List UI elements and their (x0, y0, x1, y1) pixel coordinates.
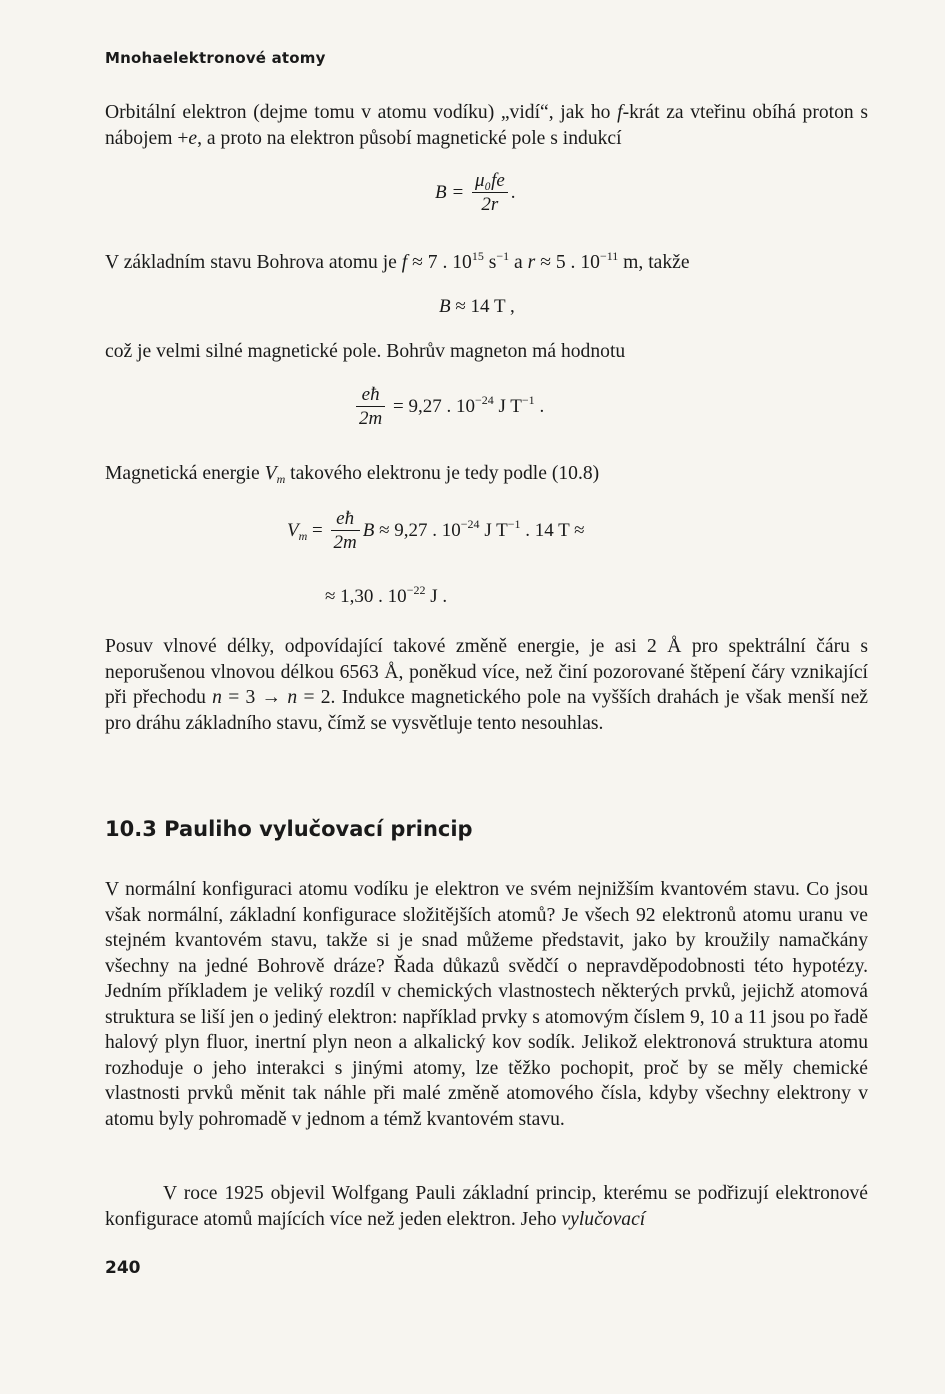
symbol-n: n (212, 687, 222, 708)
eq-sign: = (307, 519, 323, 541)
italic-text: vylučovací (561, 1208, 646, 1230)
eq-lhs: B = (435, 181, 465, 203)
text: -krát za vteřinu obíhá proton s nábojem + (105, 102, 868, 149)
eq-end: . (534, 395, 545, 417)
text: Orbitální elektron (dejme tomu v atomu vodíku) „vidí“, jak ho (105, 102, 618, 123)
section-title: 10.3 Pauliho vylučovací princip (105, 817, 473, 841)
symbol-n: n (287, 687, 298, 708)
paragraph-1 (105, 100, 868, 151)
paragraph-5 (105, 634, 868, 736)
exponent: 15 (471, 249, 484, 263)
text: V roce 1925 objevil Wolfgang Pauli základní princip, kterému se podřizují elektronové konfigurace atomů majících více než jeden elektron. Jeho (105, 1183, 868, 1230)
exponent: −24 (460, 516, 480, 531)
subscript: m (276, 472, 286, 486)
text: m, takže (618, 252, 690, 273)
exponent: −22 (406, 583, 426, 597)
symbol-f: f (401, 252, 408, 273)
text: s (483, 252, 497, 273)
fraction (472, 170, 508, 217)
paragraph-6: V normální konfiguraci atomu vodíku je elektron ve svém nejnižším kvantovém stavu. Co jsou však normální, základní konfigurace složitějších atomů? Je všech 92 elektronů atomu uranu ve stejném kvantovém stavu, takže si je snad můžeme představit, jako by kroužily namačkány všechny na jedné Bohrově dráze? Řada důkazů svědčí o nepravděpodobnosti této hypotézy. Jedním příkladem je veliký rozdíl v chemických vlastnostech některých prvků, jejichž atomová struktura se liší jen o jediný elektron: například prvky s atomovým číslem 9, 10 a 11 jsou po řadě halový plyn fluor, inertní plyn neon a alkalický kov sodík. Jelikož elektronová struktura atomu rozhoduje o jeho interakci s jinými atomy, lze těžko pochopit, proč by se měly chemické vlastnosti prvků měnit tak náhle při malé změně atomového čísla, kdyby všechny elektrony v atomu byly pohromadě v jednom a témž kvantovém stavu. (105, 879, 868, 1130)
fraction-denominator: 2m (333, 532, 357, 553)
fraction-numerator: eħ (356, 384, 385, 407)
paragraph-3: což je velmi silné magnetické pole. Bohrův magneton má hodnotu (105, 341, 626, 362)
text: a (509, 252, 528, 273)
fraction-denominator: 2m (359, 408, 383, 429)
fraction-numerator: μ₀fe (472, 170, 508, 193)
symbol-f: f (617, 102, 623, 123)
eq-end: . (510, 181, 516, 203)
text: Magnetická energie (105, 463, 265, 484)
eq-rhs: ≈ 14 T , (450, 296, 515, 317)
equation-bohr-magneton (353, 384, 544, 431)
fraction (356, 384, 385, 431)
text: , a proto na elektron působí magnetické pole s indukcí (197, 127, 622, 149)
eq-rhs: ≈ 1,30 . 10 (325, 586, 407, 607)
eq-rhs: ≈ 9,27 . 10 (374, 519, 461, 541)
text: takového elektronu je tedy podle (10.8) (285, 463, 600, 484)
eq-unit: J T (493, 395, 522, 417)
equation-b-value (439, 296, 515, 318)
symbol-v: V (264, 463, 277, 484)
fraction-denominator: 2r (481, 194, 499, 215)
text: ≈ 5 . 10 (535, 252, 600, 273)
symbol-b: B (362, 519, 375, 541)
paragraph-2 (105, 250, 868, 276)
symbol-r: r (527, 252, 536, 273)
exponent: −11 (599, 249, 619, 263)
eq-unit: J T (479, 519, 508, 541)
paragraph-7 (105, 1181, 868, 1232)
exponent: −1 (521, 392, 535, 407)
text: Posuv vlnové délky, odpovídající takové změně energie, je asi 2 Å pro spektrální čáru s neporušenou vlnovou délkou 6563 Å, poněkud více, než činí pozorované štěpení čáry vznikající při přechodu (105, 636, 868, 708)
page-number: 240 (105, 1258, 141, 1278)
eq-rest: . 14 T ≈ (520, 519, 585, 541)
eq-rhs: = 9,27 . 10 (392, 395, 475, 417)
paragraph-4 (105, 461, 868, 487)
exponent: −1 (507, 516, 521, 531)
equation-magnetic-energy (287, 508, 585, 555)
running-head: Mnohaelektronové atomy (105, 49, 326, 67)
equation-magnetic-energy-result (325, 583, 448, 608)
exponent: −1 (496, 249, 510, 263)
eq-unit: J . (425, 586, 448, 607)
fraction (331, 508, 360, 555)
text: = 3 → (221, 687, 288, 708)
eq-lhs: B (439, 296, 451, 317)
exponent: −24 (474, 392, 494, 407)
equation-b-field (435, 170, 516, 217)
fraction-numerator: eħ (331, 508, 360, 531)
symbol-v: V (287, 519, 299, 541)
text: ≈ 7 . 10 (407, 252, 472, 273)
symbol-e: e (188, 127, 198, 149)
text: = 2. Indukce magnetického pole na vyšších drahách je však menší než pro dráhu základního stavu, čímž se vysvětluje tento nesouhlas. (105, 687, 868, 734)
text: V základním stavu Bohrova atomu je (105, 252, 402, 273)
subscript: m (298, 528, 308, 543)
